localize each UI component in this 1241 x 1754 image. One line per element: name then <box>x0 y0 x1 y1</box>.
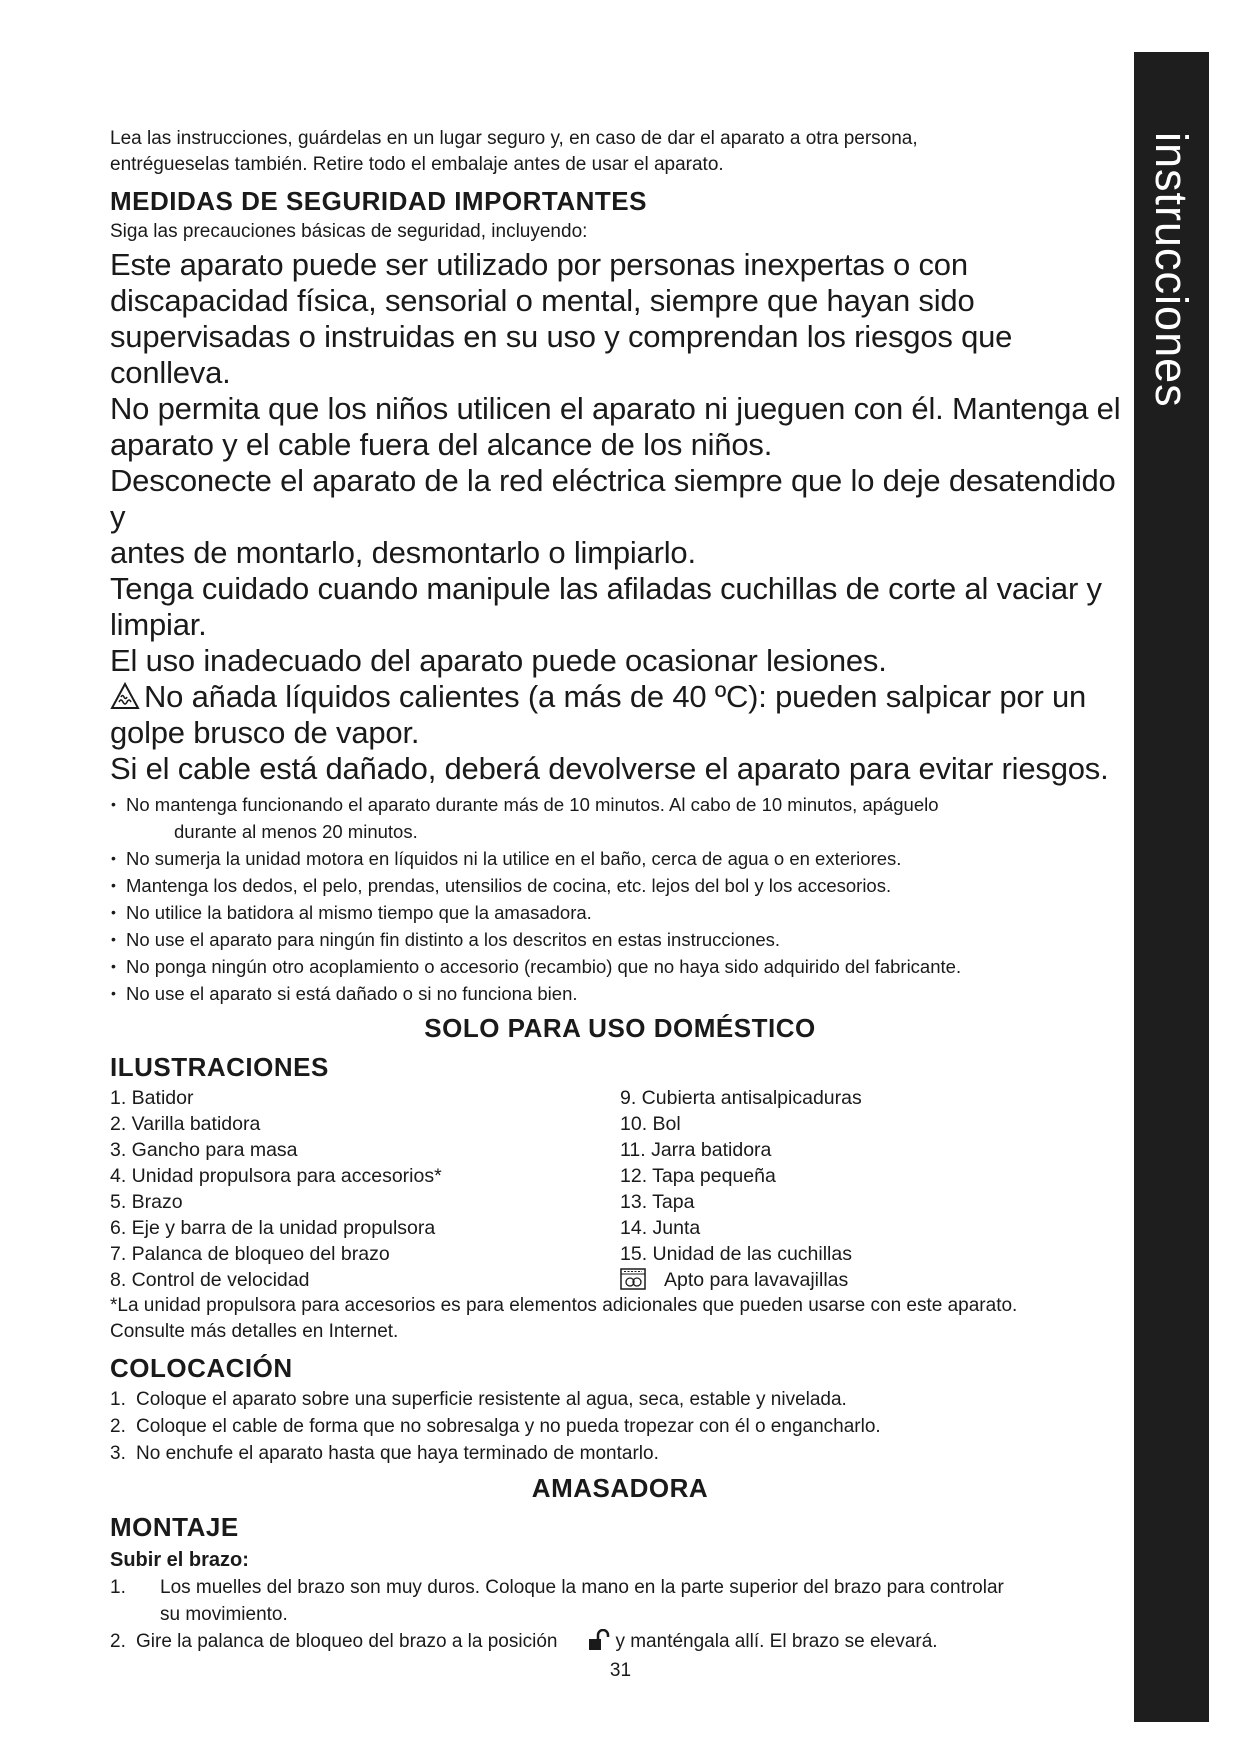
safety-line: Este aparato puede ser utilizado por personas inexpertas o con <box>110 247 968 282</box>
item-text: No enchufe el aparato hasta que haya terminado de montarlo. <box>136 1443 659 1464</box>
dishwasher-item <box>620 1267 1080 1293</box>
illustration-item: 9. Cubierta antisalpicaduras <box>620 1087 862 1109</box>
assembly-steps <box>110 1574 1130 1655</box>
intro-line-1: Lea las instrucciones, guárdelas en un lugar seguro y, en caso de dar el aparato a otra persona, <box>110 128 918 149</box>
step-text-end: y manténgala allí. El brazo se elevará. <box>615 1631 938 1652</box>
item-number: 2. <box>110 1416 126 1437</box>
bullet-item <box>110 791 1130 845</box>
bullet-item: • Mantenga los dedos, el pelo, prendas, utensilios de cocina, etc. lejos del bol y los accesorios. <box>110 872 1130 899</box>
illustration-item: 12. Tapa pequeña <box>620 1165 776 1187</box>
illustration-item: 3. Gancho para masa <box>110 1139 298 1161</box>
illustrations-note: *La unidad propulsora para accesorios es para elementos adicionales que pueden usarse con este aparato. <box>110 1295 1018 1316</box>
assembly-step <box>110 1628 1130 1655</box>
assembly-title: MONTAJE <box>110 1512 239 1542</box>
dishwasher-text: Apto para lavavajillas <box>664 1269 849 1291</box>
warning-text: No añada líquidos calientes (a más de 40 ºC): pueden salpicar por un <box>144 679 1087 714</box>
step-number: 1. <box>110 1577 126 1598</box>
placement-title: COLOCACIÓN <box>110 1353 293 1383</box>
illustration-item: 11. Jarra batidora <box>620 1139 772 1161</box>
safety-line: Tenga cuidado cuando manipule las afiladas cuchillas de corte al vaciar y <box>110 571 1102 606</box>
safety-line: limpiar. <box>110 607 207 642</box>
item-number: 3. <box>110 1443 126 1464</box>
item-text: Coloque el cable de forma que no sobresalga y no pueda tropezar con él o engancharlo. <box>136 1416 881 1437</box>
item-number: 1. <box>110 1389 126 1410</box>
safety-line: golpe brusco de vapor. <box>110 715 420 750</box>
safety-line: supervisadas o instruidas en su uso y comprendan los riesgos que conlleva. <box>110 319 1013 390</box>
dishwasher-icon <box>620 1268 646 1290</box>
safety-line: discapacidad física, sensorial o mental, siempre que hayan sido <box>110 283 975 318</box>
illustration-item: 7. Palanca de bloqueo del brazo <box>110 1243 390 1265</box>
illustrations-list <box>110 1085 1130 1293</box>
bullet-item: • No use el aparato para ningún fin distinto a los descritos en estas instrucciones. <box>110 926 1130 953</box>
placement-item <box>110 1413 1130 1440</box>
safety-line: aparato y el cable fuera del alcance de los niños. <box>110 427 773 462</box>
warning-icon <box>110 682 140 710</box>
kneader-heading: AMASADORA <box>531 1473 709 1503</box>
illustration-item: 1. Batidor <box>110 1087 194 1109</box>
household-heading: SOLO PARA USO DOMÉSTICO <box>424 1013 816 1043</box>
illustrations-note: Consulte más detalles en Internet. <box>110 1321 399 1342</box>
placement-list <box>110 1386 1130 1467</box>
safety-line: El uso inadecuado del aparato puede ocasionar lesiones. <box>110 643 887 678</box>
placement-item <box>110 1386 1130 1413</box>
illustration-item: 13. Tapa <box>620 1191 695 1213</box>
safety-bullets <box>110 791 1130 1007</box>
safety-subtitle: Siga las precauciones básicas de seguridad, incluyendo: <box>110 221 588 242</box>
illustration-item: 15. Unidad de las cuchillas <box>620 1243 852 1265</box>
warning-line <box>110 679 1130 715</box>
assembly-step <box>110 1574 1130 1628</box>
illustration-item: 4. Unidad propulsora para accesorios* <box>110 1165 442 1187</box>
illustration-item: 14. Junta <box>620 1217 701 1239</box>
intro-line-2: entrégueselas también. Retire todo el embalaje antes de usar el aparato. <box>110 154 724 175</box>
bullet-text: No mantenga funcionando el aparato durante más de 10 minutos. Al cabo de 10 minutos, apáguelo <box>126 794 939 815</box>
safety-line: antes de montarlo, desmontarlo o limpiarlo. <box>110 535 696 570</box>
step-text: Gire la palanca de bloqueo del brazo a la posición <box>136 1631 558 1652</box>
bullet-item: • No use el aparato si está dañado o si no funciona bien. <box>110 980 1130 1007</box>
step-text-cont: su movimiento. <box>160 1604 288 1625</box>
assembly-subtitle: Subir el brazo: <box>110 1549 249 1571</box>
safety-line: No permita que los niños utilicen el aparato ni jueguen con él. Mantenga el <box>110 391 1121 426</box>
step-text: Los muelles del brazo son muy duros. Coloque la mano en la parte superior del brazo para controlar <box>160 1577 1004 1598</box>
bullet-item: • No ponga ningún otro acoplamiento o accesorio (recambio) que no haya sido adquirido del fabricante. <box>110 953 1130 980</box>
safety-large-text <box>110 247 1130 787</box>
bullet-continuation: durante al menos 20 minutos. <box>174 821 418 842</box>
illustrations-title: ILUSTRACIONES <box>110 1052 329 1082</box>
bullet-item: • No sumerja la unidad motora en líquidos ni la utilice en el baño, cerca de agua o en exteriores. <box>110 845 1130 872</box>
step-number: 2. <box>110 1631 126 1652</box>
side-tab-label: instrucciones <box>1146 132 1197 408</box>
main-content <box>110 126 1130 1655</box>
bullet-item: • No utilice la batidora al mismo tiempo que la amasadora. <box>110 899 1130 926</box>
item-text: Coloque el aparato sobre una superficie resistente al agua, seca, estable y nivelada. <box>136 1389 847 1410</box>
illustration-item: 8. Control de velocidad <box>110 1269 310 1291</box>
page-number: 31 <box>609 1660 632 1681</box>
unlock-icon <box>587 1629 611 1651</box>
safety-line: Desconecte el aparato de la red eléctrica siempre que lo deje desatendido y <box>110 463 1116 534</box>
illustration-item: 6. Eje y barra de la unidad propulsora <box>110 1217 436 1239</box>
illustration-item: 2. Varilla batidora <box>110 1113 261 1135</box>
safety-title: MEDIDAS DE SEGURIDAD IMPORTANTES <box>110 186 647 216</box>
placement-item <box>110 1440 1130 1467</box>
illustration-item: 10. Bol <box>620 1113 681 1135</box>
illustration-item: 5. Brazo <box>110 1191 183 1213</box>
safety-line: Si el cable está dañado, deberá devolverse el aparato para evitar riesgos. <box>110 751 1109 786</box>
